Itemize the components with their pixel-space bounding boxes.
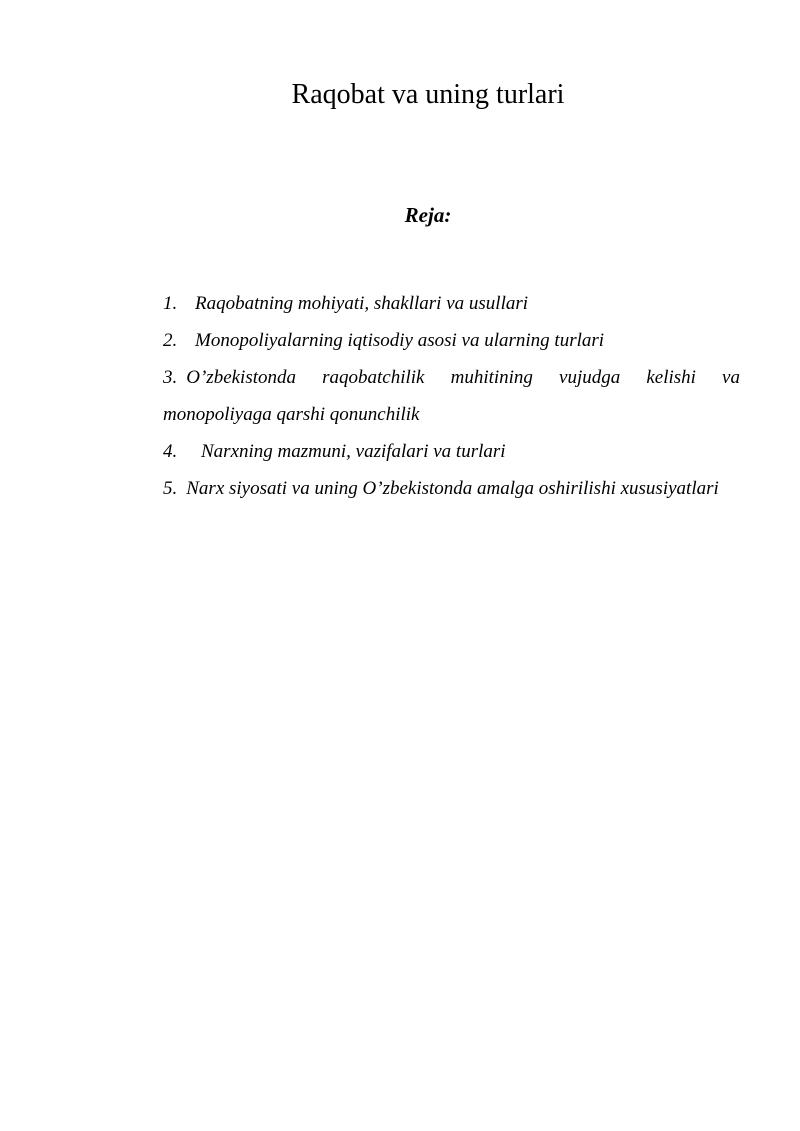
- plan-list: [163, 285, 740, 507]
- plan-item-1: [163, 285, 740, 322]
- plan-item-number: 4.: [163, 441, 178, 462]
- plan-item-4: [163, 433, 740, 470]
- plan-item-text: Narx siyosati va uning O’zbekistonda amalga oshirilishi xususiyatlari: [186, 478, 719, 499]
- plan-item-number: 1.: [163, 293, 178, 314]
- plan-heading: Reja:: [404, 203, 452, 227]
- plan-item-text: Monopoliyalarning iqtisodiy asosi va ularning turlari: [195, 330, 605, 351]
- plan-item-5: [163, 470, 740, 507]
- document-title: Raqobat va uning turlari: [291, 79, 565, 110]
- plan-item-text: Narxning mazmuni, vazifalari va turlari: [201, 441, 506, 462]
- plan-item-3: [163, 359, 740, 433]
- plan-item-number: 3.: [163, 367, 178, 388]
- plan-item-text: Raqobatning mohiyati, shakllari va usullari: [195, 293, 529, 314]
- plan-item-2: [163, 322, 740, 359]
- plan-item-number: 5.: [163, 478, 178, 499]
- plan-item-number: 2.: [163, 330, 178, 351]
- plan-item-text: O’zbekistonda raqobatchilik muhitining vujudga kelishi va monopoliyaga qarshi qonunchilik: [163, 367, 740, 425]
